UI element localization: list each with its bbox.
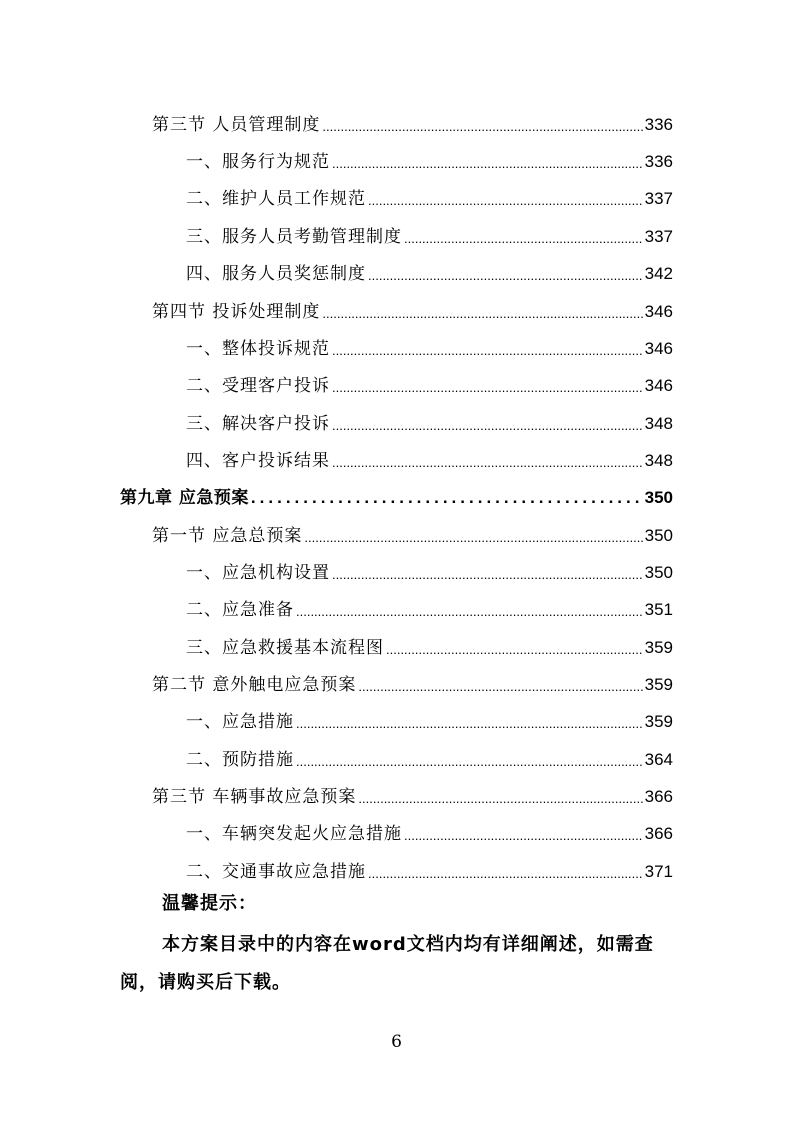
toc-entry-item[interactable]	[186, 255, 673, 285]
toc-entry-page: 336	[644, 152, 673, 171]
toc-entry-item[interactable]	[186, 442, 673, 472]
toc-entry-title: 二、维护人员工作规范	[186, 189, 366, 209]
toc-dot-leader	[332, 379, 643, 397]
toc-dot-leader	[322, 118, 642, 136]
toc-dot-leader	[332, 342, 643, 360]
toc-entry-item[interactable]	[186, 405, 673, 435]
toc-entry-title: 第一节 应急总预案	[152, 526, 303, 546]
toc-dot-leader	[368, 865, 643, 883]
toc-entry-item[interactable]	[186, 591, 673, 621]
toc-entry-item[interactable]	[186, 815, 673, 845]
toc-entry-page: 346	[644, 376, 673, 395]
toc-entry-page: 350	[644, 488, 673, 507]
toc-entry-page: 337	[644, 189, 673, 208]
toc-entry-title: 一、应急措施	[186, 712, 294, 732]
toc-entry-page: 351	[644, 600, 673, 619]
toc-dot-leader	[296, 753, 643, 771]
toc-entry-title: 三、解决客户投诉	[186, 414, 330, 434]
toc-entry-page: 346	[644, 302, 673, 321]
toc-entry-title: 第二节 意外触电应急预案	[152, 675, 357, 695]
toc-dot-leader	[368, 192, 643, 210]
toc-entry-title: 一、整体投诉规范	[186, 339, 330, 359]
toc-dot-leader	[332, 417, 643, 435]
toc-entry-item[interactable]	[186, 330, 673, 360]
toc-entry-title: 四、客户投诉结果	[186, 451, 330, 471]
toc-entry-title: 二、受理客户投诉	[186, 376, 330, 396]
toc-dot-leader	[251, 487, 643, 509]
toc-entry-title: 第三节 车辆事故应急预案	[152, 787, 357, 807]
toc-dot-leader	[404, 230, 643, 248]
toc-entry-section[interactable]	[152, 666, 673, 696]
toc-entry-title: 二、应急准备	[186, 600, 294, 620]
toc-entry-title: 一、应急机构设置	[186, 563, 330, 583]
toc-entry-page: 337	[644, 227, 673, 246]
toc-entry-item[interactable]	[186, 703, 673, 733]
toc-dot-leader	[296, 715, 643, 733]
toc-entry-item[interactable]	[186, 143, 673, 173]
toc-entry-title: 一、车辆突发起火应急措施	[186, 824, 402, 844]
toc-entry-title: 第三节 人员管理制度	[152, 115, 321, 135]
toc-entry-item[interactable]	[186, 367, 673, 397]
toc-entry-page: 342	[644, 264, 673, 283]
toc-dot-leader	[332, 454, 643, 472]
toc-dot-leader	[296, 603, 643, 621]
toc-entry-title: 四、服务人员奖惩制度	[186, 264, 366, 284]
toc-entry-page: 350	[644, 526, 673, 545]
toc-entry-page: 364	[644, 750, 673, 769]
toc-entry-item[interactable]	[186, 554, 673, 584]
notice-title: 温馨提示：	[162, 893, 257, 914]
toc-entry-chapter[interactable]	[120, 479, 673, 509]
toc-dot-leader	[358, 790, 642, 808]
toc-entry-section[interactable]	[152, 517, 673, 547]
toc-entry-page: 366	[644, 824, 673, 843]
toc-entry-title: 二、预防措施	[186, 750, 294, 770]
toc-entry-page: 336	[644, 115, 673, 134]
toc-entry-page: 346	[644, 339, 673, 358]
toc-dot-leader	[358, 678, 642, 696]
toc-entry-page: 359	[644, 712, 673, 731]
toc-entry-title: 三、应急救援基本流程图	[186, 638, 384, 658]
page-number: 6	[391, 1032, 402, 1052]
toc-dot-leader	[304, 529, 642, 547]
toc-entry-page: 348	[644, 451, 673, 470]
toc-entry-item[interactable]	[186, 741, 673, 771]
toc-entry-page: 371	[644, 862, 673, 881]
toc-entry-page: 350	[644, 563, 673, 582]
toc-entry-item[interactable]	[186, 180, 673, 210]
toc-dot-leader	[386, 641, 643, 659]
toc-dot-leader	[322, 305, 642, 323]
toc-entry-item[interactable]	[186, 218, 673, 248]
toc-entry-section[interactable]	[152, 106, 673, 136]
toc-entry-title: 第四节 投诉处理制度	[152, 302, 321, 322]
toc-entry-title: 第九章 应急预案	[120, 488, 249, 508]
toc-entry-page: 359	[644, 638, 673, 657]
toc-entry-title: 二、交通事故应急措施	[186, 862, 366, 882]
toc-entry-title: 三、服务人员考勤管理制度	[186, 227, 402, 247]
toc-entry-page: 348	[644, 414, 673, 433]
toc-dot-leader	[332, 155, 643, 173]
notice-body: 本方案目录中的内容在word文档内均有详细阐述，如需查阅，请购买后下载。	[120, 934, 654, 993]
toc-entry-title: 一、服务行为规范	[186, 152, 330, 172]
toc-entry-page: 366	[644, 787, 673, 806]
toc-dot-leader	[368, 267, 643, 285]
toc-entry-page: 359	[644, 675, 673, 694]
toc-entry-item[interactable]	[186, 853, 673, 883]
toc-entry-section[interactable]	[152, 293, 673, 323]
toc-dot-leader	[404, 827, 643, 845]
toc-entry-section[interactable]	[152, 778, 673, 808]
toc-dot-leader	[332, 566, 643, 584]
toc-entry-item[interactable]	[186, 629, 673, 659]
